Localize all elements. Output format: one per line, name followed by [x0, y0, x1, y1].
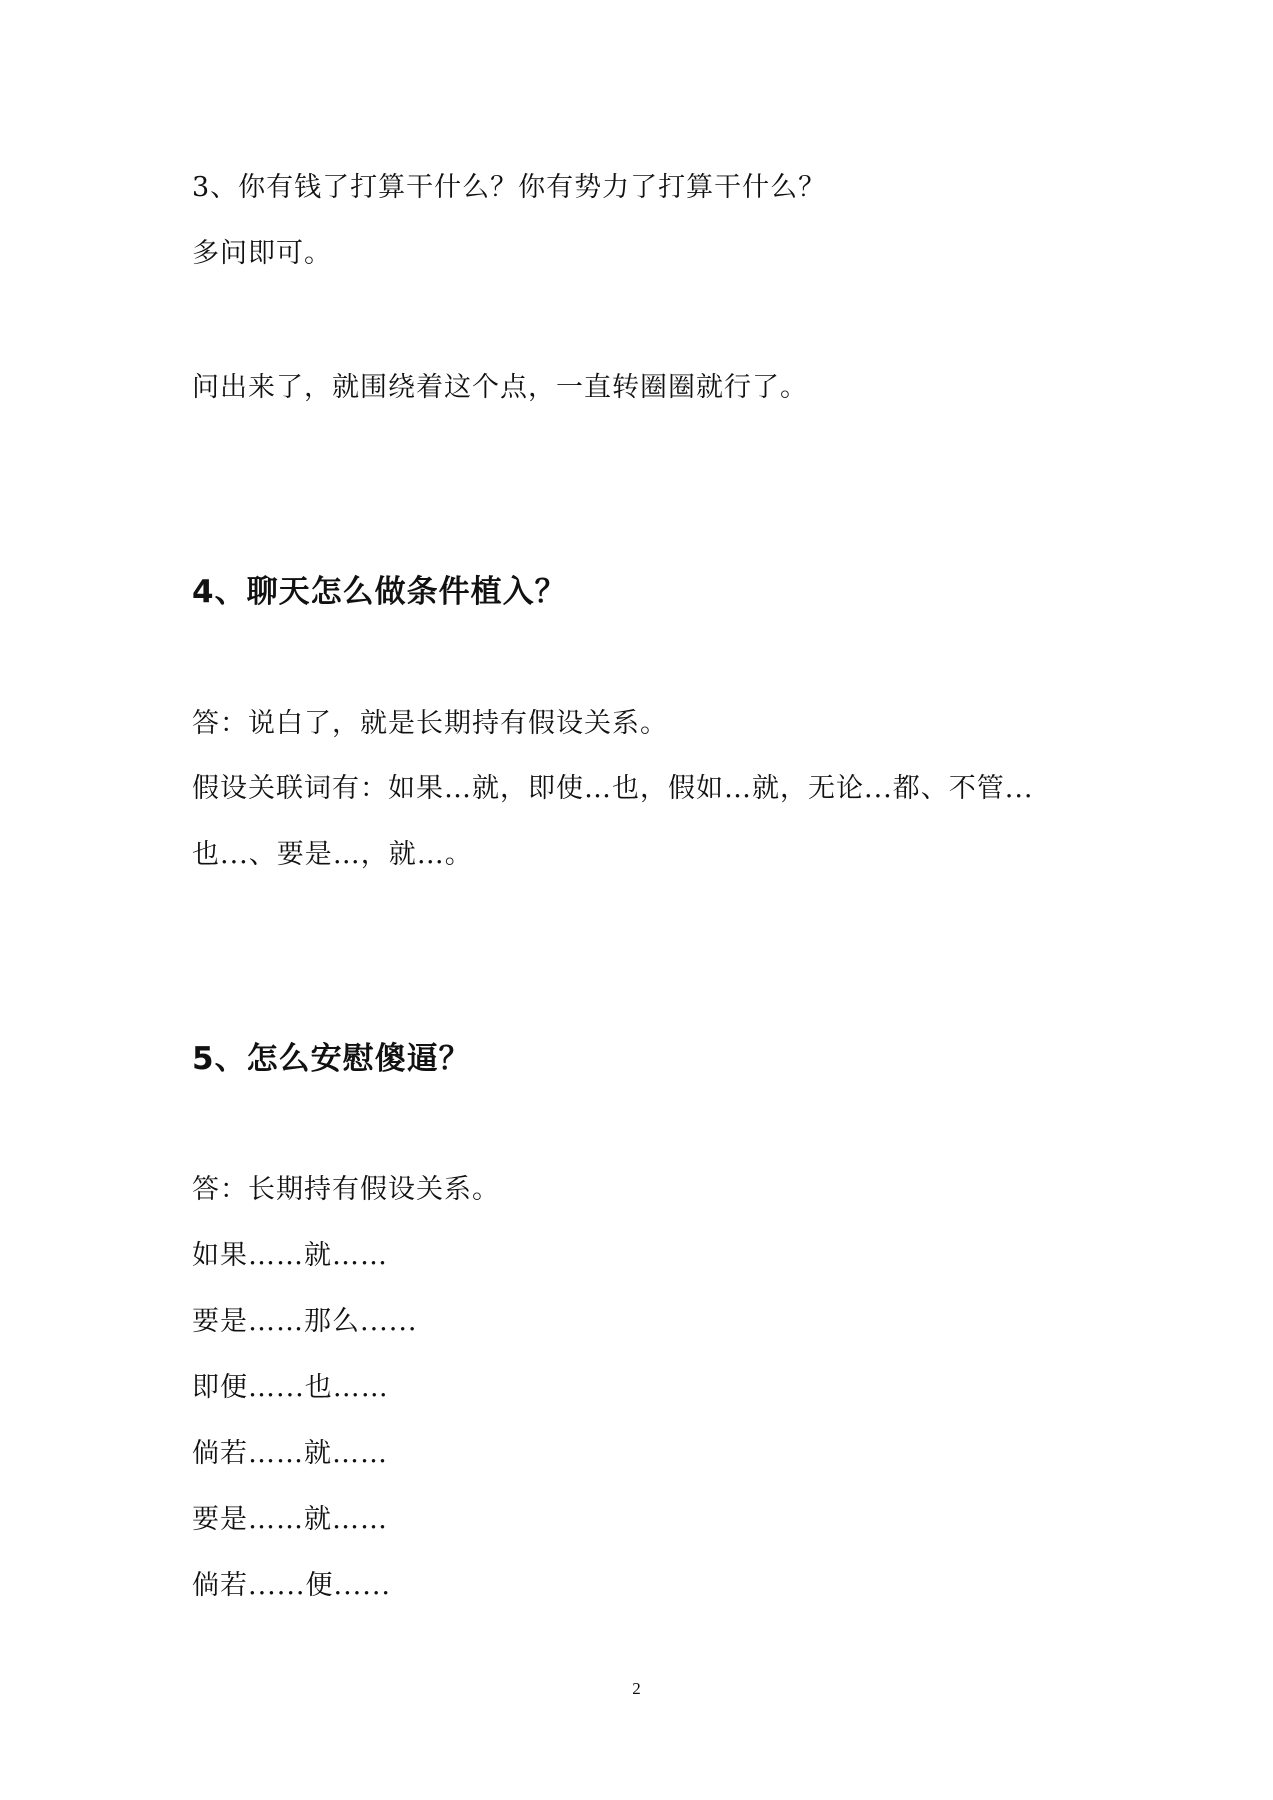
section4-list-line1: 假设关联词有：如果…就，即使…也，假如…就，无论...都、不管...: [192, 773, 1034, 804]
section5-item: 要是……那么......: [192, 1306, 418, 1337]
section3-line2: 问出来了，就围绕着这个点，一直转圈圈就行了。: [192, 372, 808, 403]
section5-item: 倘若……就……: [192, 1438, 388, 1469]
section3-question: 3、你有钱了打算干什么？你有势力了打算干什么？: [192, 172, 827, 203]
section5-item: 倘若......便......: [192, 1570, 391, 1601]
section3-line1: 多问即可。: [192, 238, 332, 269]
section5-item: 要是……就……: [192, 1504, 388, 1535]
section4-answer: 答：说白了，就是长期持有假设关系。: [192, 708, 668, 739]
section4-list-line2: 也...、要是…，就…。: [192, 839, 473, 870]
section5-item: 如果……就……: [192, 1240, 388, 1271]
section5-item: 即便…...也……: [192, 1372, 389, 1403]
page-number: 2: [632, 1679, 641, 1698]
section4-heading: 4、聊天怎么做条件植入？: [192, 574, 567, 610]
section5-heading: 5、怎么安慰傻逼？: [192, 1041, 471, 1077]
section5-answer: 答：长期持有假设关系。: [192, 1174, 500, 1205]
